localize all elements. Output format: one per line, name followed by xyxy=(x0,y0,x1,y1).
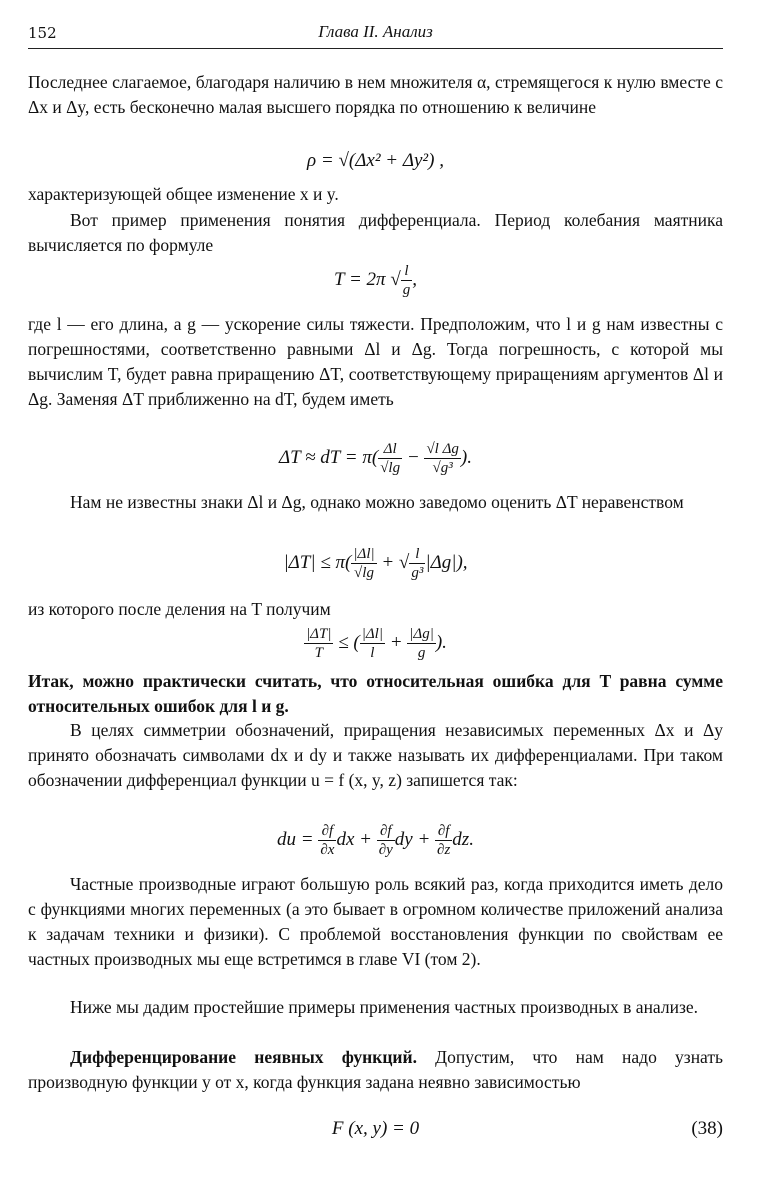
paragraph-5: Нам не известны знаки Δl и Δg, однако можно заведомо оценить ΔT неравенством xyxy=(70,492,684,512)
minus-sign: − xyxy=(402,446,425,468)
rel-fraction-3 xyxy=(407,625,436,662)
fraction-numerator: |Δl| xyxy=(361,626,383,642)
fraction-numerator: |Δl| xyxy=(353,546,375,562)
chapter-title: Глава II. Анализ xyxy=(318,22,433,41)
paragraph-1: Последнее слагаемое, благодаря наличию в нем множителя α, стремящегося к нулю вместе с Δx и Δy, есть бесконечно малая высшего порядка по отношению к величине xyxy=(28,72,723,117)
equation-number: (38) xyxy=(691,1118,723,1139)
fraction-numerator: l xyxy=(401,262,413,281)
fraction-denominator: g³ xyxy=(411,565,424,581)
du-term-2: dy + xyxy=(394,828,436,850)
fraction-denominator: ∂z xyxy=(437,842,451,858)
fraction-denominator: ∂y xyxy=(378,842,393,858)
fraction-denominator: √g³ xyxy=(432,460,453,476)
paragraph-8: В целях симметрии обозначений, приращения независимых переменных Δx и Δy принято обозначать символами dx и dy и также называть их дифференциалами. При таком обозначении дифференциал функции u = f (x, y, z) запишется так: xyxy=(28,720,723,790)
fraction-denominator: √lg xyxy=(354,565,374,581)
formula-inequality xyxy=(28,545,723,582)
fraction-denominator: g xyxy=(402,282,411,298)
paragraph-11 xyxy=(28,1045,723,1095)
formula-implicit xyxy=(28,1118,723,1140)
rel-fraction-2 xyxy=(360,625,385,662)
paragraph-6: из которого после деления на T получим xyxy=(28,599,331,619)
du-term-1: dx + xyxy=(336,828,377,850)
fraction-denominator: √lg xyxy=(380,460,401,476)
fraction-numerator: ∂f xyxy=(377,822,395,841)
fraction-denominator: ∂x xyxy=(320,842,335,858)
formula-du xyxy=(28,822,723,859)
paragraph-4: где l — его длина, а g — ускорение силы тяжести. Предположим, что l и g нам известны с погрешностями, соответственно равными Δl и Δg. Тогда погрешность, с которой мы вычислим T, будет равна приращению ΔT, соответствующему приращениям аргументов Δl и Δg. Заменяя ΔT приближенно на dT, будем иметь xyxy=(28,314,723,409)
du-fraction-1 xyxy=(318,822,336,859)
rel-fraction-1 xyxy=(304,625,333,662)
du-term-3: dz. xyxy=(452,828,474,850)
ineq-end: |Δg|), xyxy=(425,551,468,573)
period-lhs: T = 2π xyxy=(333,268,386,290)
ineq-fraction-1 xyxy=(351,545,376,582)
paragraph-11-text: Допустим, что нам надо узнать производную функции y от x, когда функция задана неявно зависимостью xyxy=(28,1047,724,1092)
fraction-denominator: l xyxy=(370,645,375,661)
page-number: 152 xyxy=(28,24,57,42)
formula-period: T = 2π √ $\frac{l}{g}$ , xyxy=(333,263,417,298)
fraction-numerator: ∂f xyxy=(318,822,336,841)
dT-fraction-2 xyxy=(424,440,460,477)
fraction-numerator: Δl xyxy=(378,440,402,459)
fraction-numerator: ∂f xyxy=(435,822,452,841)
du-lhs: du = xyxy=(277,828,319,850)
period-fraction xyxy=(401,262,413,299)
fraction-numerator: |Δg| xyxy=(409,626,434,642)
formula-relative xyxy=(28,625,723,662)
ineq-lhs: |ΔT| ≤ π( xyxy=(283,551,352,573)
paragraph-2: характеризующей общее изменение x и y. xyxy=(28,184,339,204)
paragraph-10: Ниже мы дадим простейшие примеры применения частных производных в анализе. xyxy=(70,997,699,1017)
rel-end: ). xyxy=(435,631,447,653)
rel-mid: ≤ ( xyxy=(333,631,360,653)
du-fraction-2 xyxy=(377,822,395,859)
dT-fraction-1 xyxy=(378,440,402,477)
fraction-numerator: l xyxy=(409,545,425,564)
dT-end: ). xyxy=(460,446,472,468)
header-rule xyxy=(28,48,723,49)
fraction-numerator: √l Δg xyxy=(426,441,459,457)
implicit-equation: F (x, y) = 0 xyxy=(331,1118,420,1139)
plus-sqrt: + √ xyxy=(376,551,410,573)
running-header xyxy=(28,24,723,48)
dT-lhs: ΔT ≈ dT = π( xyxy=(279,446,379,468)
section-heading: Дифференцирование неявных функций. xyxy=(70,1047,417,1067)
paragraph-9: Частные производные играют большую роль всякий раз, когда приходится иметь дело с функциями многих переменных (а это бывает в огромном количестве приложений анализа к задачам техники и физики). С проблемой восстановления функции по свойствам ее частных производных мы еще встретимся в главе VI (том 2). xyxy=(28,874,723,969)
paragraph-3: Вот пример применения понятия дифференциала. Период колебания маятника вычисляется по формуле xyxy=(28,210,723,255)
formula-dT xyxy=(28,440,723,477)
paragraph-7: Итак, можно практически считать, что относительная ошибка для T равна сумме относительных ошибок для l и g. xyxy=(28,671,723,716)
formula-rho: ρ = √(Δx² + Δy²) , xyxy=(307,150,444,171)
fraction-denominator: g xyxy=(417,645,426,661)
fraction-numerator: |ΔT| xyxy=(306,626,332,642)
fraction-denominator: T xyxy=(314,645,323,661)
ineq-fraction-2 xyxy=(409,545,425,582)
rel-plus: + xyxy=(384,631,408,653)
du-fraction-3 xyxy=(435,822,452,859)
sqrt-sign: √ xyxy=(390,268,401,290)
